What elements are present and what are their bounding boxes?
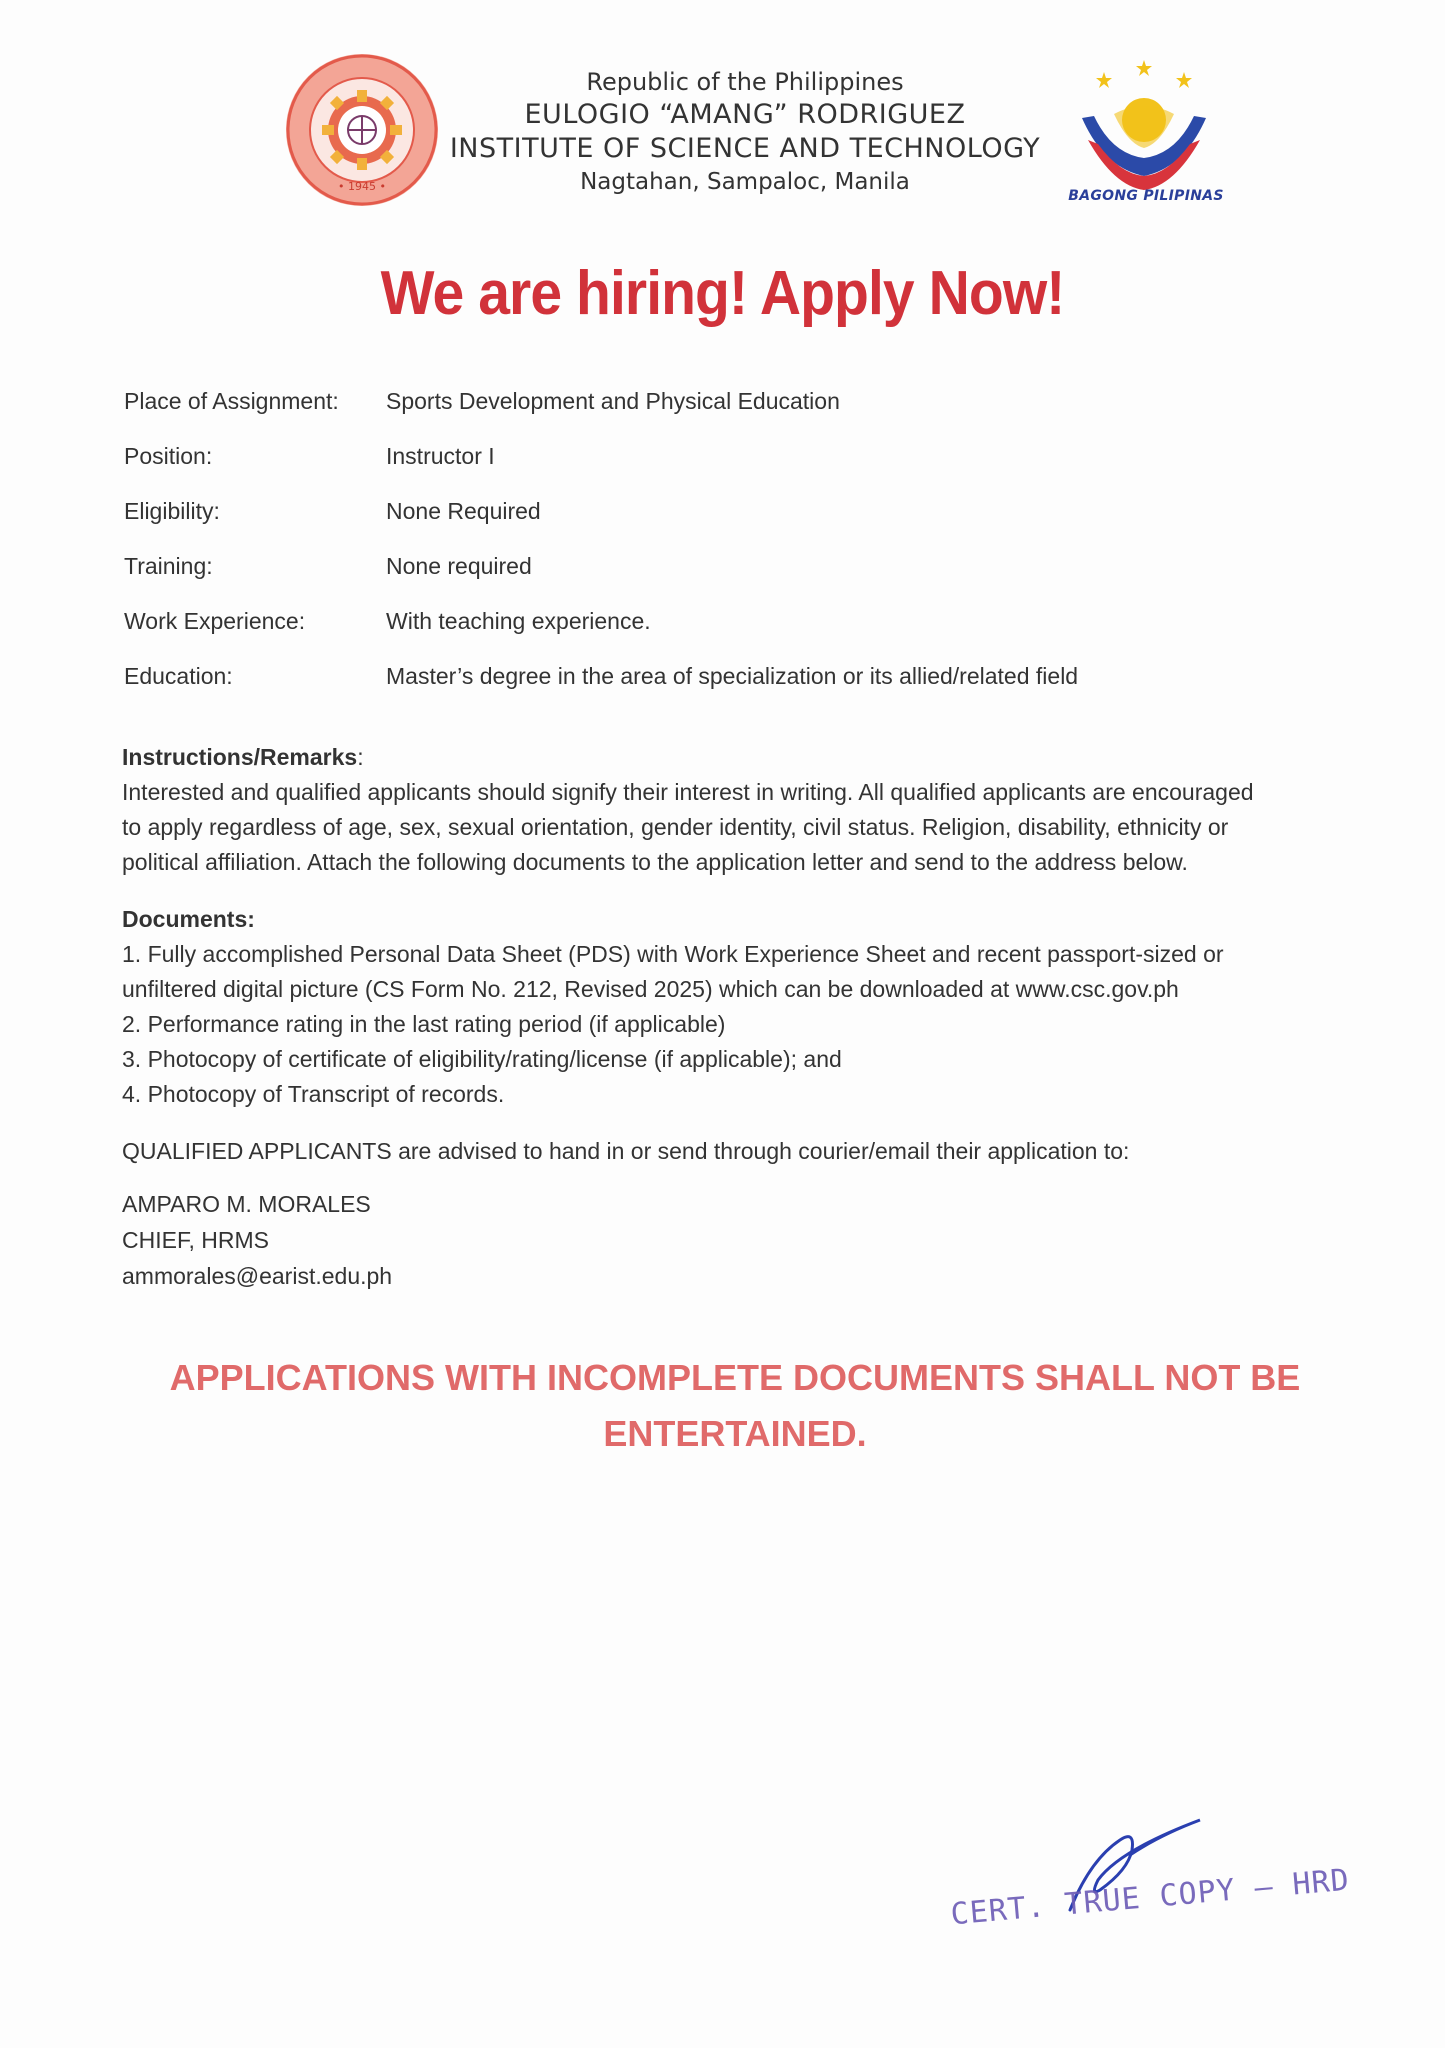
school-address: Nagtahan, Sampaloc, Manila	[580, 169, 910, 195]
detail-value: None required	[386, 553, 532, 579]
contact-email[interactable]: ammorales@earist.edu.ph	[122, 1263, 393, 1289]
instructions-section	[122, 740, 1352, 880]
school-name-line1: EULOGIO “AMANG” RODRIGUEZ	[524, 99, 966, 130]
qualified-applicants-note: QUALIFIED APPLICANTS are advised to hand in or send through courier/email their application to:	[122, 1138, 1130, 1164]
detail-label: Place of Assignment:	[124, 388, 339, 414]
detail-label: Education:	[124, 663, 233, 689]
hiring-headline: We are hiring! Apply Now!	[380, 259, 1065, 328]
incomplete-documents-warning	[150, 1350, 1320, 1462]
detail-value: Master’s degree in the area of specialization or its allied/related field	[386, 663, 1079, 689]
documents-heading: Documents:	[122, 906, 255, 932]
detail-label: Work Experience:	[124, 608, 306, 634]
instructions-line: Interested and qualified applicants should signify their interest in writing. All qualified applicants are encouraged	[122, 779, 1254, 805]
detail-row-position	[124, 429, 1078, 484]
detail-label: Eligibility:	[124, 498, 220, 524]
detail-row-eligibility	[124, 484, 1078, 539]
instructions-line: political affiliation. Attach the following documents to the application letter and send to the address below.	[122, 849, 1188, 875]
detail-label: Training:	[124, 553, 213, 579]
detail-value: Sports Development and Physical Education	[386, 388, 840, 414]
contact-title: CHIEF, HRMS	[122, 1227, 269, 1253]
detail-row-place	[124, 374, 1078, 429]
warning-line2: ENTERTAINED.	[603, 1413, 867, 1454]
detail-label: Position:	[124, 443, 213, 469]
instructions-heading: Instructions/Remarks:	[122, 744, 364, 770]
detail-row-training	[124, 539, 1078, 594]
bagong-pilipinas-icon	[1064, 58, 1224, 208]
certified-true-copy-stamp: CERT. TRUE COPY – HRD	[949, 1862, 1352, 1933]
contact-name: AMPARO M. MORALES	[122, 1191, 371, 1217]
documents-line: unfiltered digital picture (CS Form No. 212, Revised 2025) which can be downloaded at www.csc.gov.ph	[122, 976, 1179, 1002]
documents-line: 2. Performance rating in the last rating period (if applicable)	[122, 1011, 726, 1037]
svg-text:• 1945 •: • 1945 •	[338, 180, 386, 193]
detail-row-work-experience	[124, 594, 1078, 649]
detail-value: None Required	[386, 498, 541, 524]
school-name-line2: INSTITUTE OF SCIENCE AND TECHNOLOGY	[449, 133, 1041, 164]
contact-block	[122, 1186, 1352, 1294]
detail-value: Instructor I	[386, 443, 495, 469]
institution-header	[440, 66, 1050, 198]
instructions-line: to apply regardless of age, sex, sexual orientation, gender identity, civil status. Religion, disability, ethnicity or	[122, 814, 1229, 840]
detail-row-education	[124, 649, 1078, 704]
earist-seal-icon	[284, 52, 440, 208]
documents-line: 3. Photocopy of certificate of eligibility/rating/license (if applicable); and	[122, 1046, 842, 1072]
documents-section	[122, 902, 1352, 1112]
position-details-table	[124, 374, 1078, 704]
warning-line1: APPLICATIONS WITH INCOMPLETE DOCUMENTS SHALL NOT BE	[169, 1357, 1301, 1398]
detail-value: With teaching experience.	[386, 608, 651, 634]
documents-line: 1. Fully accomplished Personal Data Sheet (PDS) with Work Experience Sheet and recent passport-sized or	[122, 941, 1224, 967]
bagong-pilipinas-label: BAGONG PILIPINAS	[1068, 188, 1224, 204]
documents-line: 4. Photocopy of Transcript of records.	[122, 1081, 505, 1107]
republic-line: Republic of the Philippines	[586, 68, 904, 96]
